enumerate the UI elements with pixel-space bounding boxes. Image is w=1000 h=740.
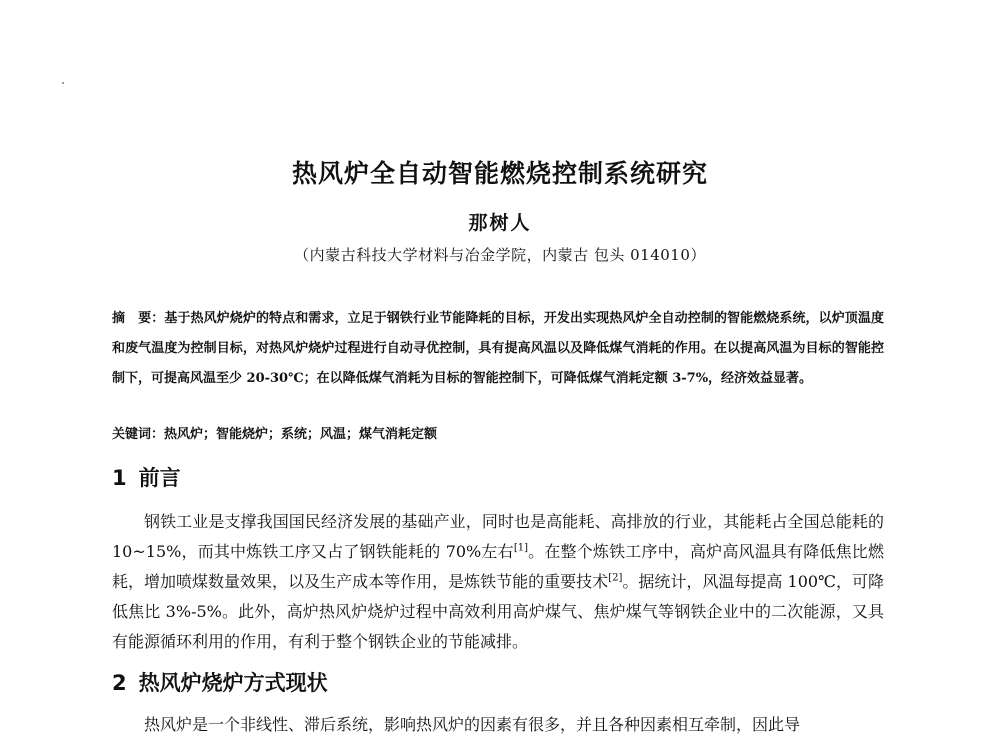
section-2-paragraph <box>112 710 884 740</box>
section-title: 前言 <box>138 466 181 490</box>
paper-affiliation: （内蒙古科技大学材料与冶金学院，内蒙古 包头 014010） <box>294 246 706 264</box>
section-1-paragraph <box>112 507 884 657</box>
paper-title: 热风炉全自动智能燃烧控制系统研究 <box>291 159 708 188</box>
abstract-label: 摘 要： <box>112 311 165 326</box>
section-title: 热风炉烧炉方式现状 <box>138 671 328 695</box>
section-number: 2 <box>112 671 127 695</box>
abstract-text: 基于热风炉烧炉的特点和需求，立足于钢铁行业节能降耗的目标，开发出实现热风炉全自动控制的智能燃烧系统，以炉顶温度和废气温度为控制目标，对热风炉烧炉过程进行自动寻优控制，具有提高风温以及降低煤气消耗的作用。在以提高风温为目标的智能控制下，可提高风温至少 20-30℃；在以降低煤气消耗为目标的智能控制下，可降低煤气消耗定额 3-7%，经济效益显著。 <box>112 311 884 386</box>
keywords-text: 热风炉；智能烧炉；系统；风温；煤气消耗定额 <box>164 427 438 442</box>
paragraph-text: 热风炉是一个非线性、滞后系统，影响热风炉的因素有很多，并且各种因素相互牵制，因此导 <box>144 715 801 734</box>
paragraph-text: 钢铁工业是支撑我国国民经济发展的基础产业，同时也是高能耗、高排放的行业，其能耗占全国总能耗的 10~15%，而其中炼铁工序又占了钢铁能耗的 70%左右 <box>112 512 884 561</box>
scan-speck <box>62 82 64 84</box>
citation-ref: [2] <box>608 572 623 584</box>
paragraph-text: 。在整个炼铁工序中，高炉高风温具有降低焦比燃耗，增加喷煤数量效果，以及生产成本等作用，是炼铁节能的重要技术 <box>112 542 884 591</box>
section-number: 1 <box>112 466 127 490</box>
citation-ref: [1] <box>513 542 528 554</box>
paragraph-text: 。据统计，风温每提高 100℃，可降低焦比 3%-5%。此外，高炉热风炉烧炉过程中高效利用高炉煤气、焦炉煤气等钢铁企业中的二次能源，又具有能源循环利用的作用，有利于整个钢铁企业的节能减排。 <box>112 572 884 651</box>
abstract <box>112 304 884 394</box>
section-heading-2 <box>112 667 328 697</box>
section-heading-1 <box>112 462 181 492</box>
keywords <box>112 422 884 448</box>
paper-author: 那树人 <box>468 212 532 234</box>
keywords-label: 关键词： <box>112 427 165 442</box>
